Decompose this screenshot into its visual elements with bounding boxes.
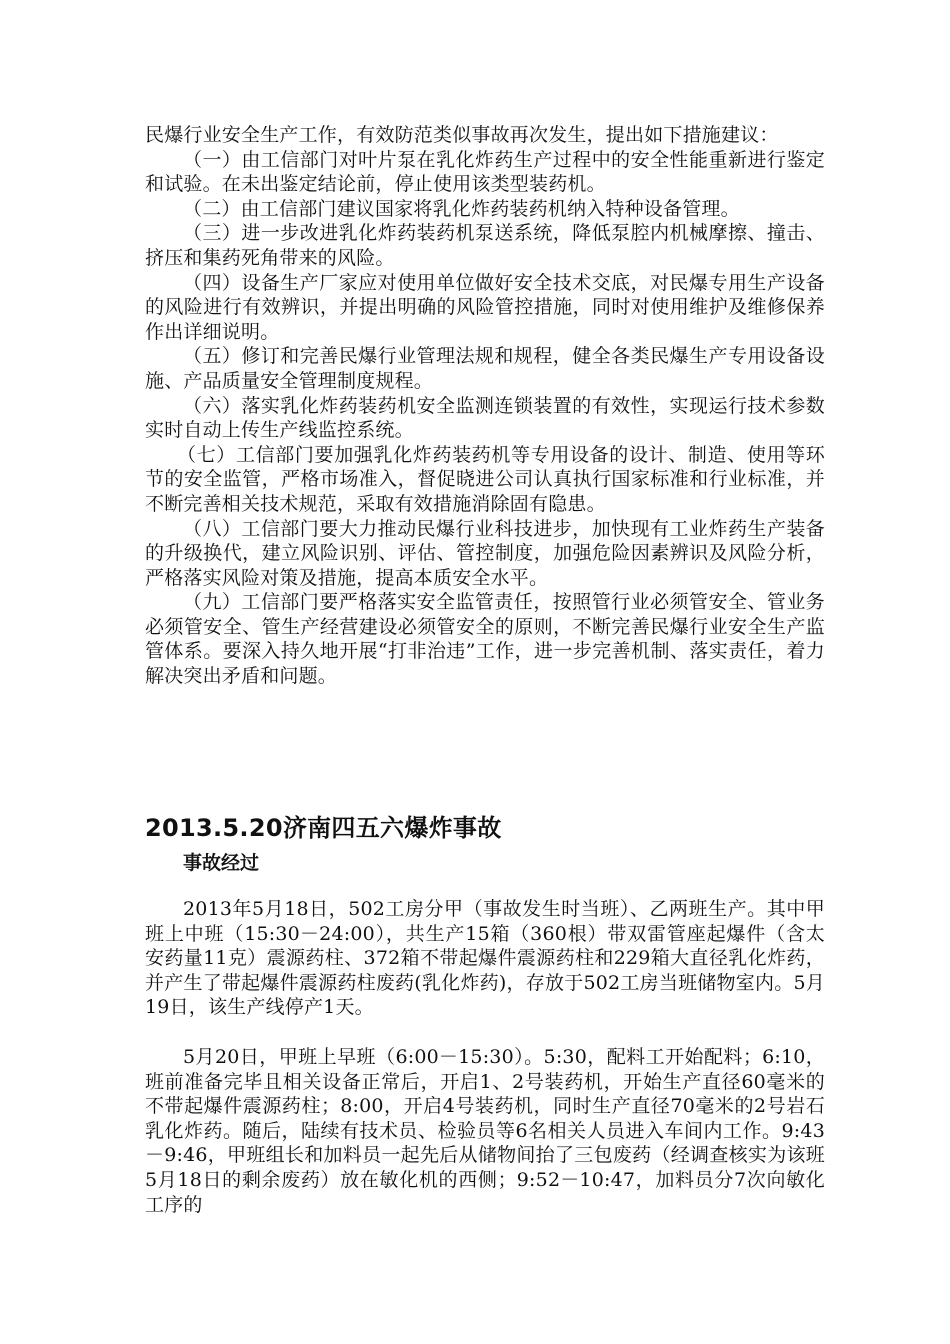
measure-6: （六）落实乳化炸药装药机安全监测连锁装置的有效性，实现运行技术参数实时自动上传生产线监控系统。 [145, 394, 825, 442]
accident-paragraph-2: 5月20日，甲班上早班（6:00－15:30）。5:30，配料工开始配料；6:10，班前准备完毕且相关设备正常后，开启1、2号装药机，开始生产直径60毫米的不带起爆件震源药柱；8:00，开启4号装药机，同时生产直径70毫米的2号岩石乳化炸药。随后，陆续有技术员、检验员等6名相关人员进入车间内工作。9:43－9:46，甲班组长和加料员一起先后从储物间抬了三包废药（经调查核实为该班5月18日的剩余废药）放在敏化机的西侧；9:52－10:47，加料员分7次向敏化工序的 [145, 1046, 825, 1216]
measure-3: （三）进一步改进乳化炸药装药机泵送系统，降低泵腔内机械摩擦、撞击、挤压和集药死角带来的风险。 [145, 222, 825, 269]
section-subtitle: 事故经过 [183, 852, 260, 874]
measure-8: （八）工信部门要大力推动民爆行业科技进步，加快现有工业炸药生产装备的升级换代，建立风险识别、评估、管控制度，加强危险因素辨识及风险分析，严格落实风险对策及措施，提高本质安全水平。 [145, 517, 825, 589]
section-title: 2013.5.20济南四五六爆炸事故 [145, 814, 502, 842]
accident-paragraph-2-block [145, 1045, 825, 1217]
measure-2: （二）由工信部门建议国家将乳化炸药装药机纳入特种设备管理。 [183, 197, 740, 220]
measures-block [145, 123, 825, 689]
measures-intro: 民爆行业安全生产工作，有效防范类似事故再次发生，提出如下措施建议： [145, 124, 779, 146]
measure-5: （五）修订和完善民爆行业管理法规和规程，健全各类民爆生产专用设备设施、产品质量安全管理制度规程。 [145, 345, 825, 392]
measure-7: （七）工信部门要加强乳化炸药装药机等专用设备的设计、制造、使用等环节的安全监管，严格市场准入，督促晓进公司认真执行国家标准和行业标准，并不断完善相关技术规范，采取有效措施消除固有隐患。 [145, 443, 825, 515]
measure-4: （四）设备生产厂家应对使用单位做好安全技术交底，对民爆专用生产设备的风险进行有效辨识，并提出明确的风险管控措施，同时对使用维护及维修保养作出详细说明。 [145, 271, 825, 343]
accident-paragraph-1: 2013年5月18日，502工房分甲（事故发生时当班）、乙两班生产。其中甲班上中班（15:30－24:00），共生产15箱（360根）带双雷管座起爆件（含太安药量11克）震源药柱、372箱不带起爆件震源药柱和229箱大直径乳化炸药，并产生了带起爆件震源药柱废药(乳化炸药)，存放于502工房当班储物室内。5月19日，该生产线停产1天。 [145, 898, 825, 1019]
measure-9: （九）工信部门要严格落实安全监管责任，按照管行业必须管安全、管业务必须管安全、管生产经营建设必须管安全的原则，不断完善民爆行业安全生产监管体系。要深入持久地开展“打非治违”工作，进一步完善机制、落实责任，着力解决突出矛盾和问题。 [145, 591, 825, 688]
accident-paragraph-1-block [145, 897, 825, 1020]
measure-1: （一）由工信部门对叶片泵在乳化炸药生产过程中的安全性能重新进行鉴定和试验。在未出鉴定结论前，停止使用该类型装药机。 [145, 148, 825, 196]
